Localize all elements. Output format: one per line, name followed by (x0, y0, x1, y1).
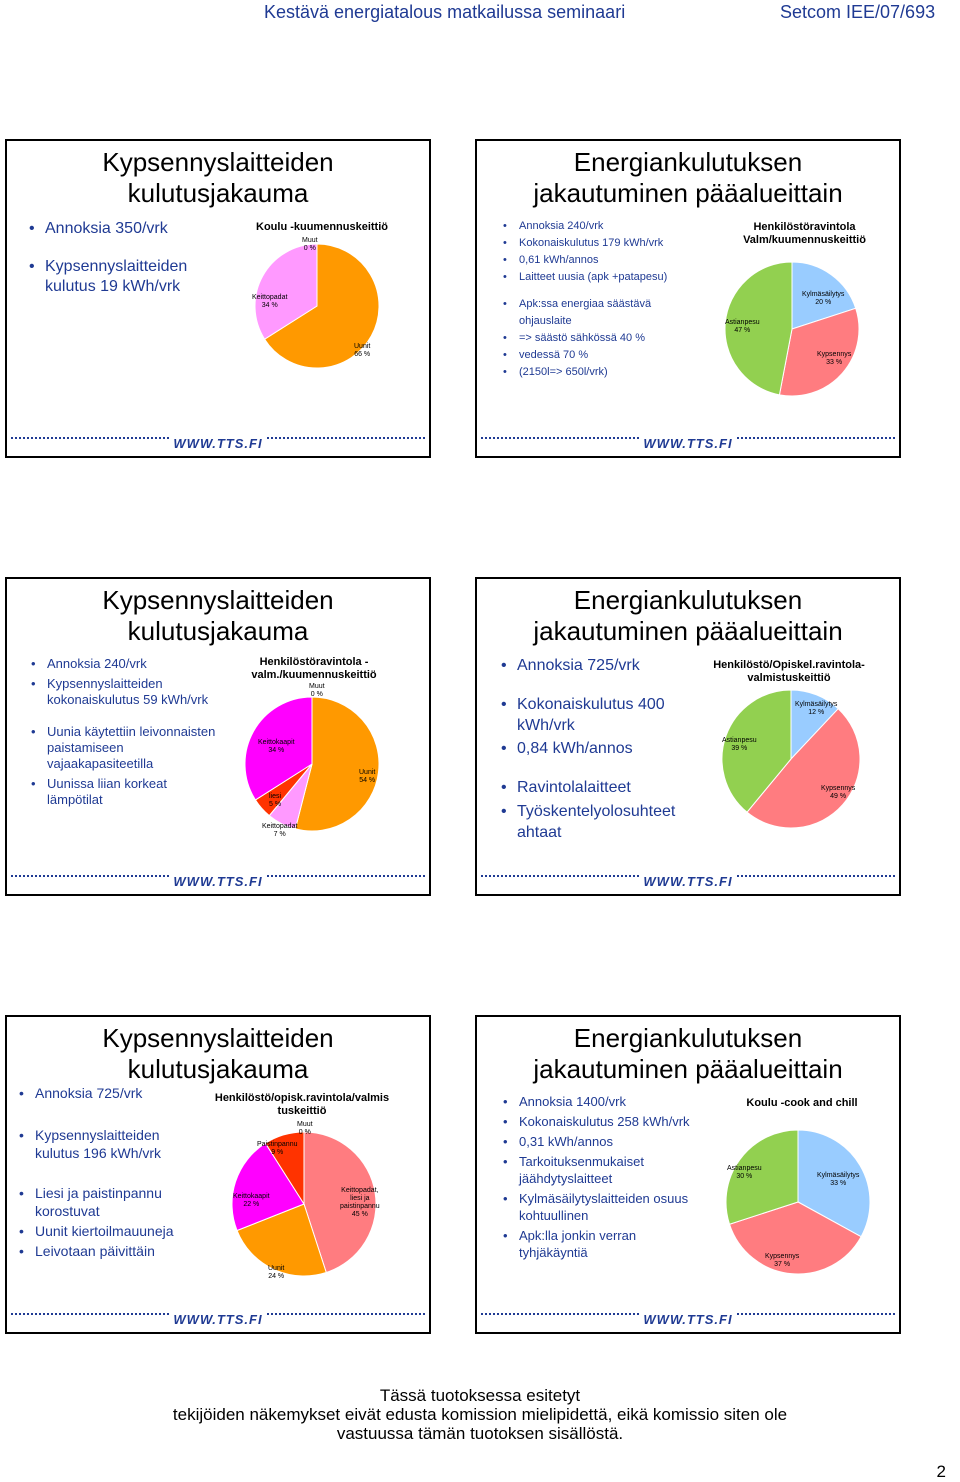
header-left: Kestävä energiatalous matkailussa seminaari (264, 2, 626, 22)
slice-label: Keittopadat 34 % (252, 294, 288, 309)
slice-label: Astianpesu 39 % (722, 737, 757, 752)
slide-3 (5, 577, 431, 896)
disclaimer (0, 1386, 960, 1443)
list-item: • 0,84 kWh/annos (499, 738, 709, 759)
slide-footer (481, 1313, 895, 1329)
disclaimer-line: tekijöiden näkemykset eivät edusta komission mielipidettä, eikä komissio siten ole (172, 1405, 788, 1424)
slide-1 (5, 139, 431, 458)
slice-label: Uunit 54 % (359, 769, 376, 784)
list-item: • Annoksia 1400/vrk (501, 1093, 691, 1110)
slide-footer (11, 437, 425, 453)
page-number: 2 (936, 1462, 946, 1481)
list-item: • Annoksia 350/vrk (27, 219, 227, 239)
list-item: • Uunit kiertoilmauuneja (17, 1222, 207, 1240)
list-item: • 0,61 kWh/annos (501, 252, 711, 269)
slice-label: Keittopadat 7 % (262, 823, 298, 838)
slice-label: Kylmäsäilytys 33 % (817, 1172, 860, 1187)
list-item: • vedessä 70 % (501, 347, 711, 364)
list-item: • => säästö sähkössä 40 % (501, 330, 711, 347)
slice-label: Uunit 66 % (354, 343, 371, 358)
slice-label: Muut 0 % (297, 1121, 313, 1136)
list-item: • (2150l=> 650l/vrk) (501, 364, 711, 381)
list-item: • Annoksia 240/vrk (501, 218, 711, 235)
brand-logo: WWW.TTS.FI (169, 874, 266, 889)
slice-label: Kypsennys 37 % (765, 1253, 800, 1268)
slice-label: Kylmäsäilytys 12 % (795, 701, 838, 716)
chart-title: Henkilöstö/Opiskel.ravintola-valmistuskeittiö (713, 659, 865, 684)
slice-label: Keittopadat, liesi ja paistinpannu 45 % (340, 1187, 380, 1218)
brand-logo: WWW.TTS.FI (169, 1312, 266, 1327)
list-item: • Annoksia 240/vrk (29, 656, 219, 672)
list-item: • Työskentelyolosuhteet ahtaat (499, 801, 709, 843)
list-item: • Kylmäsäilytyslaitteiden osuus kohtuullinen (501, 1190, 691, 1224)
list-item: • Kypsennyslaitteiden kulutus 19 kWh/vrk (27, 257, 227, 297)
list-item: • Liesi ja paistinpannu korostuvat (17, 1184, 207, 1220)
slice-label: Muut 0 % (302, 237, 318, 252)
slice-label: Keittokaapit 34 % (258, 739, 295, 754)
list-item: • Uunia käytettiin leivonnaisten paistamiseen vajaakapasiteetilla (29, 724, 219, 772)
brand-logo: WWW.TTS.FI (639, 436, 736, 451)
list-item: • Kokonaiskulutus 258 kWh/vrk (501, 1113, 691, 1130)
slice-label: Kypsennys 33 % (817, 351, 852, 366)
bullet-list (499, 655, 709, 843)
list-item: • Tarkoituksenmukaiset jäähdytyslaitteet (501, 1153, 691, 1187)
chart-title: Henkilöstöravintola - valm./kuumennuskeittiö (251, 656, 377, 681)
list-item: • 0,31 kWh/annos (501, 1133, 691, 1150)
slide-title: Energiankulutuksen jakautuminen pääalueittain (533, 585, 843, 646)
slide-6 (475, 1015, 901, 1334)
header-right: Setcom IEE/07/693 (780, 2, 936, 22)
slide-2 (475, 139, 901, 458)
slice-label: Astianpesu 30 % (727, 1165, 762, 1180)
pie-chart (242, 694, 382, 834)
slide-5 (5, 1015, 431, 1334)
slide-title: Kypsennyslaitteiden kulutusjakauma (102, 147, 334, 208)
disclaimer-line: Tässä tuotoksessa esitetyt (379, 1386, 581, 1405)
list-item: • Kypsennyslaitteiden kokonaiskulutus 59 kWh/vrk (29, 676, 219, 708)
list-item: • Kokonaiskulutus 400 kWh/vrk (499, 694, 687, 736)
chart-title: Henkilöstö/opisk.ravintola/valmis tuskeittiö (214, 1092, 390, 1117)
slice-label: Kylmäsäilytys 20 % (802, 291, 845, 306)
slide-title: Kypsennyslaitteiden kulutusjakauma (102, 1023, 334, 1084)
pie-chart (719, 687, 863, 831)
chart-title: Henkilöstöravintola Valm/kuumennuskeittiö (743, 221, 866, 246)
chart-title: Koulu -cook and chill (746, 1097, 858, 1109)
slide-footer (481, 437, 895, 453)
bullet-list (17, 1084, 207, 1260)
brand-logo: WWW.TTS.FI (639, 874, 736, 889)
brand-logo: WWW.TTS.FI (169, 436, 266, 451)
brand-logo: WWW.TTS.FI (639, 1312, 736, 1327)
slice-label: Uunit 24 % (268, 1265, 285, 1280)
list-item: • Ravintolalaitteet (499, 777, 709, 798)
bullet-list (501, 1093, 691, 1261)
slide-title: Kypsennyslaitteiden kulutusjakauma (102, 585, 334, 646)
slice-label: Keittokaapit 22 % (233, 1193, 270, 1208)
slide-4 (475, 577, 901, 896)
list-item: • Kokonaiskulutus 179 kWh/vrk (501, 235, 711, 252)
list-item: • Apk:ssa energiaa säästävä ohjauslaite (501, 296, 679, 330)
disclaimer-line: vastuussa tämän tuotoksen sisällöstä. (336, 1424, 624, 1443)
slice-label: Astianpesu 47 % (725, 319, 760, 334)
list-item: • Kypsennyslaitteiden kulutus 196 kWh/vrk (17, 1126, 207, 1162)
slide-footer (481, 875, 895, 891)
slice-label: Muut 0 % (309, 683, 325, 698)
bullet-list (501, 218, 711, 381)
slice-label: liesi 5 % (269, 793, 282, 808)
bullet-list (27, 219, 227, 297)
list-item: • Annoksia 725/vrk (17, 1084, 207, 1102)
bullet-list (29, 656, 219, 808)
slide-title: Energiankulutuksen jakautuminen pääalueittain (533, 1023, 843, 1084)
slice-label: Kypsennys 49 % (821, 785, 856, 800)
list-item: • Laitteet uusia (apk +patapesu) (501, 269, 711, 286)
slide-footer (11, 1313, 425, 1329)
slide-title: Energiankulutuksen jakautuminen pääalueittain (533, 147, 843, 208)
list-item: • Apk:lla jonkin verran tyhjäkäyntiä (501, 1227, 691, 1261)
list-item: • Uunissa liian korkeat lämpötilat (29, 776, 187, 808)
slice-label: Paistinpannu 9 % (257, 1141, 298, 1156)
list-item: • Leivotaan päivittäin (17, 1242, 207, 1260)
list-item: • Annoksia 725/vrk (499, 655, 709, 676)
slide-footer (11, 875, 425, 891)
chart-title: Koulu -kuumennuskeittiö (256, 221, 388, 233)
